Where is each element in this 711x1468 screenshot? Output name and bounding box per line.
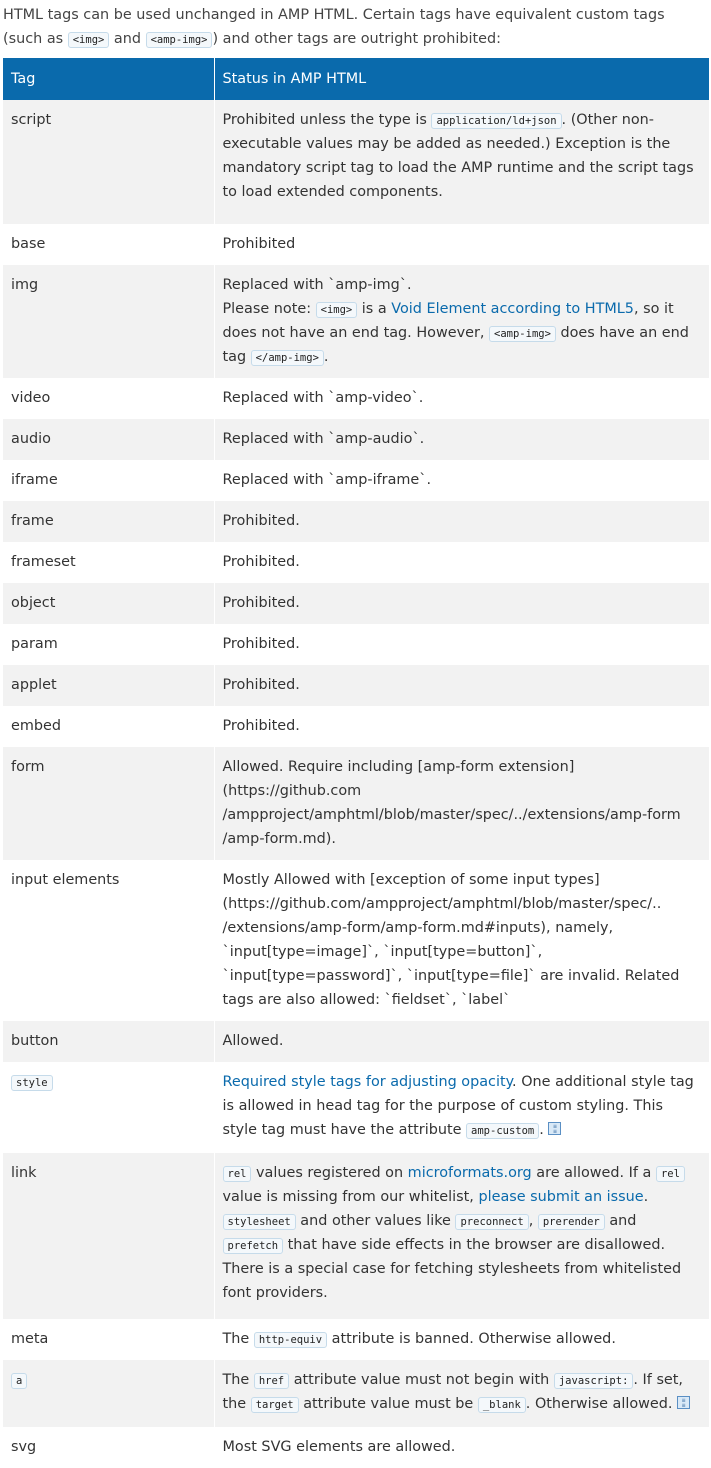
status-text: Allowed. (222, 1033, 284, 1049)
inline-code: application/ld+json (431, 113, 561, 129)
intro-text-1: HTML tags can be used unchanged in AMP HTML. Certain tags have equivalent custom tags (such as (3, 7, 665, 47)
table-row (3, 1153, 709, 1319)
status-cell (214, 419, 709, 460)
inline-code: <img> (316, 302, 358, 318)
tag-cell (3, 706, 214, 747)
status-text: values registered on (251, 1165, 408, 1181)
inline-code: javascript: (554, 1373, 634, 1389)
status-cell (214, 224, 709, 265)
tag-cell (3, 583, 214, 624)
tag-name: object (11, 595, 56, 611)
tag-name: audio (11, 431, 51, 447)
header-status: Status in AMP HTML (214, 58, 709, 100)
status-text: Mostly Allowed with [exception of some input types] (https://github.com/ampproject/amphtml/blob/master/spec/.. /extensions/amp-form/amp-form.md#inputs), namely, `input[type=image]`, `input[type=button]`, `input[type=password]`, `input[type=file]` are invalid. Related tags are also allowed: `fieldset`, `label` (222, 872, 680, 1008)
tag-cell (3, 1319, 214, 1360)
tag-name: iframe (11, 472, 58, 488)
tag-cell (3, 265, 214, 378)
tag-name: button (11, 1033, 59, 1049)
table-row (3, 1360, 709, 1427)
status-text: Prohibited. (222, 554, 300, 570)
table-row (3, 265, 709, 378)
tag-cell (3, 1427, 214, 1468)
table-row (3, 1319, 709, 1360)
tag-name: video (11, 390, 51, 406)
tag-cell (3, 1021, 214, 1062)
tag-name: input elements (11, 872, 120, 888)
table-row (3, 501, 709, 542)
status-text: Most SVG elements are allowed. (222, 1439, 456, 1455)
inline-code: target (251, 1397, 299, 1413)
tag-code: style (11, 1075, 53, 1091)
status-text: Prohibited. (222, 677, 300, 693)
tag-name: base (11, 236, 46, 252)
status-text: Replaced with `amp-img`. (222, 277, 412, 293)
status-text: . If set, the (222, 1372, 684, 1412)
table-row (3, 378, 709, 419)
status-text: Prohibited. (222, 513, 300, 529)
table-row (3, 1062, 709, 1153)
table-row (3, 419, 709, 460)
table-row (3, 583, 709, 624)
inline-link[interactable]: Void Element according to HTML5 (391, 301, 634, 317)
tag-cell (3, 100, 214, 224)
status-text: Replaced with `amp-video`. (222, 390, 424, 406)
table-row (3, 542, 709, 583)
tag-name: img (11, 277, 39, 293)
status-cell (214, 1153, 709, 1319)
table-header-row (3, 58, 709, 100)
tag-name: param (11, 636, 58, 652)
status-text: Allowed. Require including [amp-form extension](https://github.com /ampproject/amphtml/blob/master/spec/../extensions/amp-form /amp-form.md). (222, 759, 681, 847)
tag-cell (3, 1360, 214, 1427)
table-row (3, 224, 709, 265)
status-text: . (Other non-executable values may be added as needed.) Exception is the mandatory script tag to load the AMP runtime and the script tags to load extended components. (222, 112, 694, 200)
status-cell (214, 860, 709, 1021)
tag-cell (3, 501, 214, 542)
inline-link[interactable]: please submit an issue (478, 1189, 644, 1205)
status-text: does have an end tag (222, 325, 689, 365)
status-text: and (604, 1213, 637, 1229)
intro-code-amp-img: <amp-img> (146, 32, 213, 48)
inline-code: amp-custom (466, 1123, 539, 1139)
tag-name: embed (11, 718, 61, 734)
status-cell (214, 665, 709, 706)
status-text: . (539, 1122, 549, 1138)
status-text: are allowed. If a (531, 1165, 656, 1181)
status-cell (214, 1062, 709, 1153)
status-text: , (528, 1213, 538, 1229)
tag-cell (3, 542, 214, 583)
status-text: that have side effects in the browser are disallowed. There is a special case for fetching stylesheets from whitelisted font providers. (222, 1237, 682, 1301)
tag-cell (3, 665, 214, 706)
tag-cell (3, 378, 214, 419)
status-text: Prohibited. (222, 595, 300, 611)
status-text: Prohibited. (222, 718, 300, 734)
status-text: attribute value must be (298, 1396, 478, 1412)
status-cell (214, 1427, 709, 1468)
status-text: Please note: (222, 301, 316, 317)
tag-cell (3, 460, 214, 501)
status-text: The (222, 1372, 254, 1388)
status-text: attribute is banned. Otherwise allowed. (327, 1331, 616, 1347)
table-row (3, 624, 709, 665)
inline-code: rel (656, 1166, 685, 1182)
tag-cell (3, 224, 214, 265)
status-cell (214, 378, 709, 419)
tag-name: frame (11, 513, 54, 529)
diff-icon[interactable]: ≡ ≡ (548, 1122, 561, 1135)
status-cell (214, 706, 709, 747)
status-text: . One additional style tag is allowed in head tag for the purpose of custom styling. This style tag must have the attribute (222, 1074, 694, 1138)
status-cell (214, 747, 709, 860)
inline-code: <amp-img> (489, 326, 556, 342)
table-row (3, 860, 709, 1021)
table-row (3, 460, 709, 501)
inline-code: prerender (538, 1214, 605, 1230)
tag-name: meta (11, 1331, 49, 1347)
status-text: . (643, 1189, 649, 1205)
tag-cell (3, 747, 214, 860)
inline-code: href (254, 1373, 289, 1389)
inline-link[interactable]: Required style tags for adjusting opacity (222, 1074, 513, 1090)
status-text: is a (357, 301, 392, 317)
inline-code: preconnect (455, 1214, 528, 1230)
tag-cell (3, 624, 214, 665)
status-text: Replaced with `amp-iframe`. (222, 472, 432, 488)
inline-link[interactable]: microformats.org (407, 1165, 532, 1181)
tag-name: form (11, 759, 45, 775)
table-row (3, 706, 709, 747)
status-cell (214, 583, 709, 624)
status-text: Prohibited (222, 236, 296, 252)
status-text: and other values like (295, 1213, 456, 1229)
inline-code: rel (223, 1166, 252, 1182)
diff-icon[interactable]: ≡ ≡ (677, 1396, 690, 1409)
tag-name: frameset (11, 554, 76, 570)
inline-code: http-equiv (254, 1332, 327, 1348)
tag-cell (3, 1153, 214, 1319)
intro-text-3: ) and other tags are outright prohibited: (212, 31, 501, 47)
status-cell (214, 1319, 709, 1360)
tag-name: script (11, 112, 52, 128)
inline-code: _blank (478, 1397, 526, 1413)
status-text: . (323, 349, 329, 365)
table-row (3, 1427, 709, 1468)
tag-code: a (11, 1373, 27, 1389)
tag-cell (3, 1062, 214, 1153)
status-text: . Otherwise allowed. (525, 1396, 678, 1412)
tag-name: applet (11, 677, 57, 693)
status-text: Prohibited. (222, 636, 300, 652)
status-text: Replaced with `amp-audio`. (222, 431, 425, 447)
status-cell (214, 460, 709, 501)
inline-code: stylesheet (223, 1214, 296, 1230)
intro-code-img: <img> (68, 32, 110, 48)
intro-paragraph (0, 0, 711, 58)
tag-name: svg (11, 1439, 37, 1455)
status-cell (214, 624, 709, 665)
status-text: , so it does not have an end tag. However, (222, 301, 674, 341)
status-cell (214, 1360, 709, 1427)
table-row (3, 747, 709, 860)
inline-code: prefetch (223, 1238, 284, 1254)
status-text: value is missing from our whitelist, (222, 1189, 479, 1205)
intro-text-2: and (109, 31, 146, 47)
status-text: attribute value must not begin with (289, 1372, 554, 1388)
status-cell (214, 265, 709, 378)
header-tag: Tag (3, 58, 214, 100)
table-row (3, 100, 709, 224)
inline-code: </amp-img> (251, 350, 324, 366)
status-cell (214, 501, 709, 542)
tag-cell (3, 860, 214, 1021)
status-cell (214, 100, 709, 224)
status-cell (214, 542, 709, 583)
status-text: The (222, 1331, 254, 1347)
status-cell (214, 1021, 709, 1062)
table-row (3, 665, 709, 706)
table-body (3, 100, 709, 1468)
table-row (3, 1021, 709, 1062)
tag-name: link (11, 1165, 37, 1181)
tags-table (3, 58, 709, 1468)
status-text: Prohibited unless the type is (222, 112, 432, 128)
tag-cell (3, 419, 214, 460)
